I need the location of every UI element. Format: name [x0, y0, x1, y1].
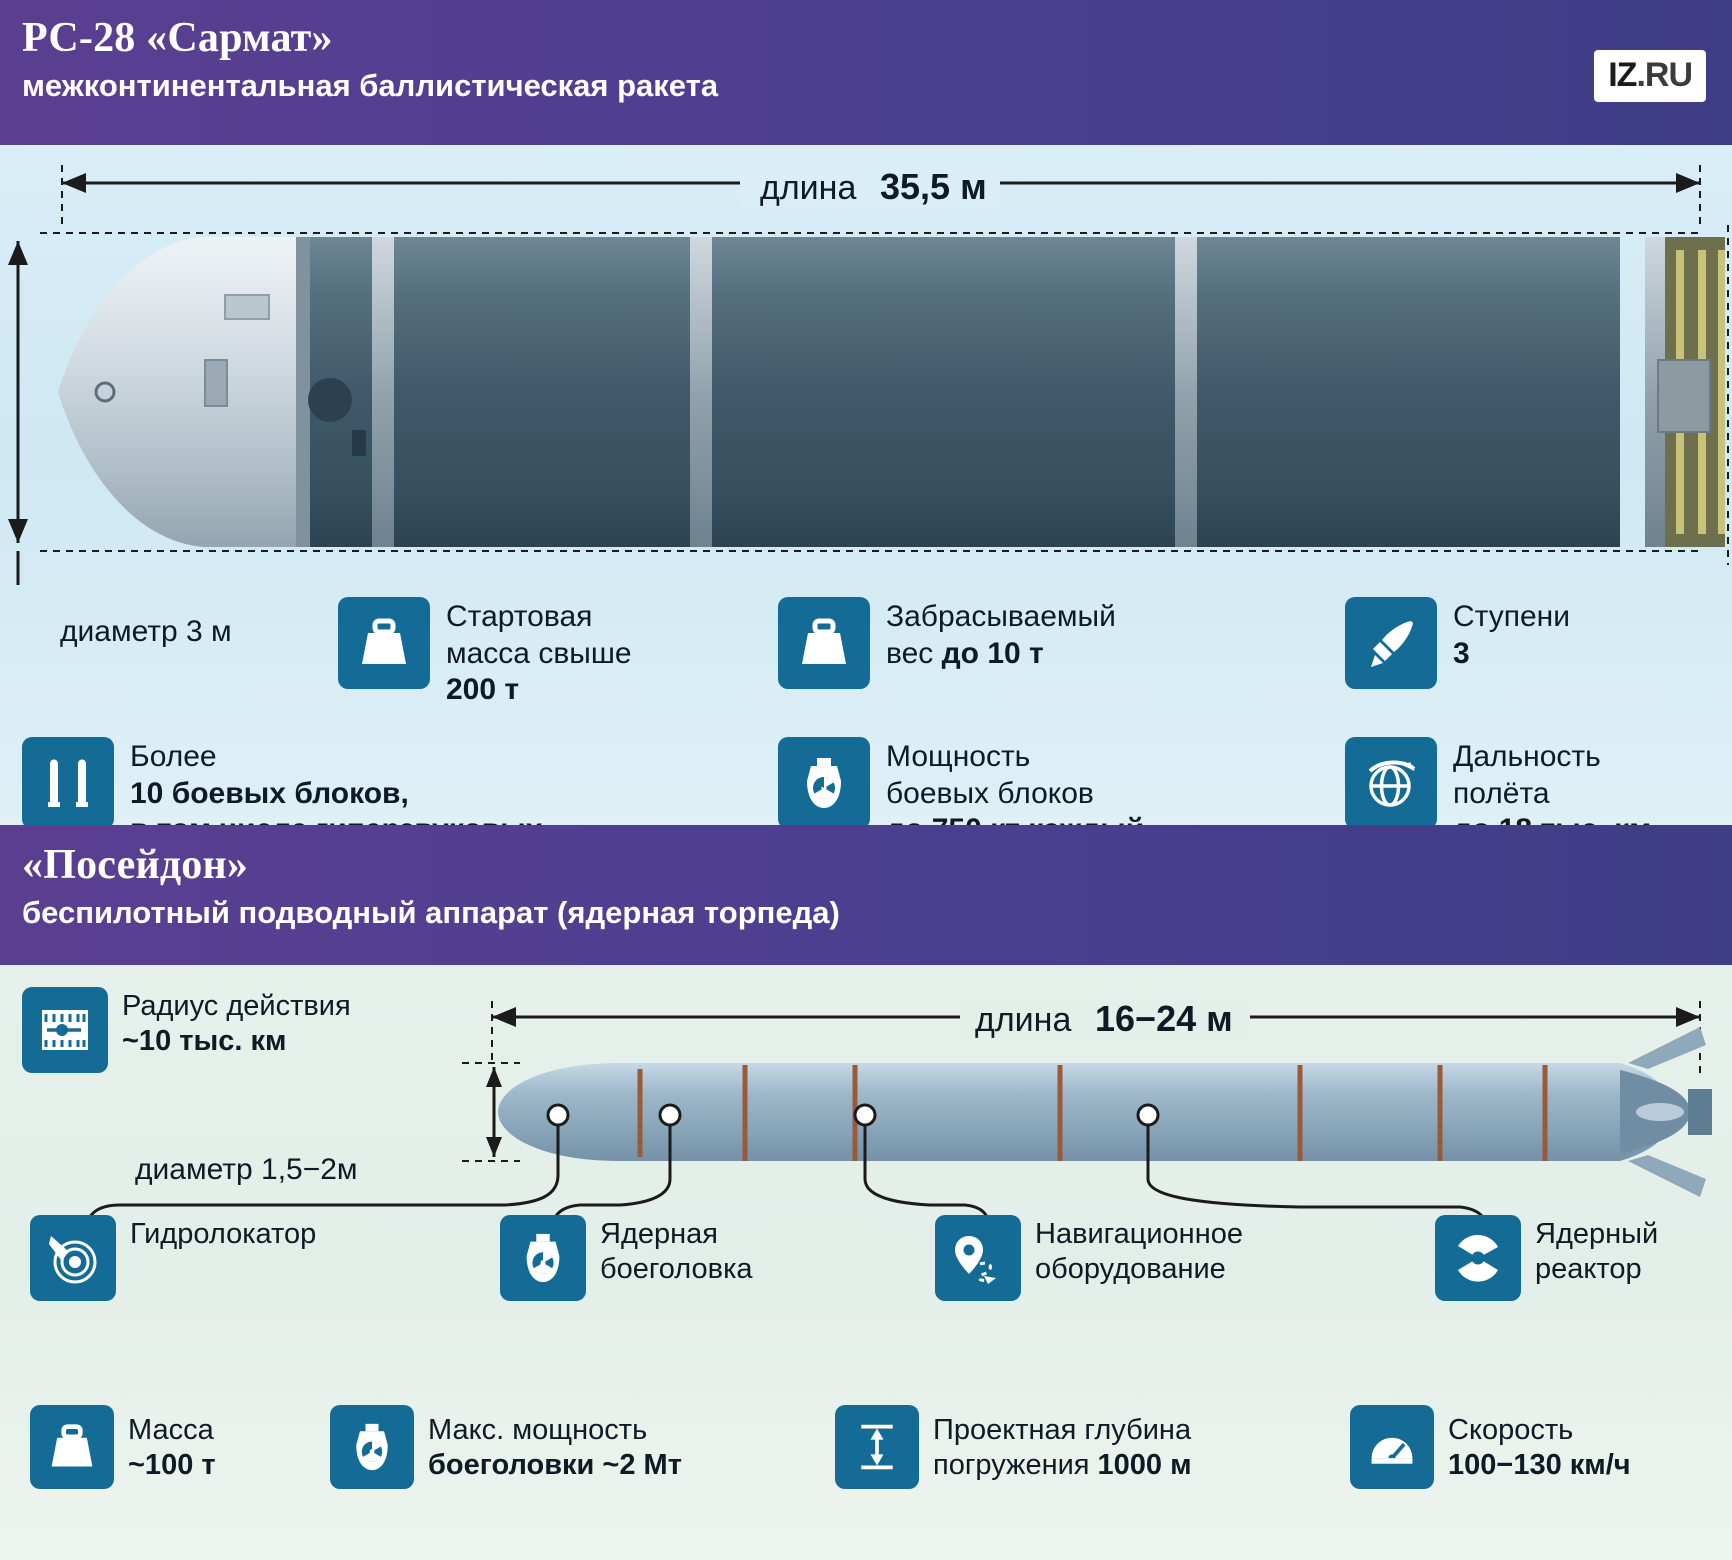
nuclear-bomb-icon [500, 1215, 586, 1301]
sonar-icon [30, 1215, 116, 1301]
fact-action-radius-text: Радиус действия ~10 тыс. км [122, 990, 351, 1058]
warheads-icon [22, 737, 114, 829]
svg-text:длина: длина [975, 1001, 1072, 1039]
callout-sonar-text: Гидролокатор [130, 1218, 317, 1250]
sarmat-diameter-label: диаметр 3 м [60, 615, 232, 648]
radar-dial-icon [22, 987, 108, 1073]
callout-nuclear-warhead-text: Ядерная боеголовка [600, 1218, 753, 1286]
speedometer-icon [1350, 1405, 1434, 1489]
fact-stages [1345, 597, 1675, 689]
fact-throw-weight [778, 597, 1138, 689]
weight-icon [778, 597, 870, 689]
globe-range-icon [1345, 737, 1437, 829]
weight-icon [30, 1405, 114, 1489]
fact-stages-text: Ступени 3 [1453, 600, 1570, 670]
bottom-depth-text: Проектная глубина погружения 1000 м [933, 1414, 1192, 1481]
iz-ru-logo [1594, 50, 1706, 102]
callout-sonar [30, 1215, 360, 1301]
bottom-mass-text: Масса ~100 т [128, 1414, 216, 1481]
bottom-mass [30, 1405, 290, 1489]
radiation-icon [1435, 1215, 1521, 1301]
callout-reactor [1435, 1215, 1725, 1301]
depth-icon [835, 1405, 919, 1489]
svg-text:16−24 м: 16−24 м [1095, 998, 1233, 1039]
poseidon-header [0, 825, 1732, 965]
bottom-depth [835, 1405, 1235, 1489]
bottom-speed-text: Скорость 100−130 км/ч [1448, 1414, 1631, 1481]
rocket-icon [1345, 597, 1437, 689]
fact-throw-weight-text: Забрасываемый вес до 10 т [886, 600, 1116, 670]
bottom-speed [1350, 1405, 1700, 1489]
fact-warheads-text: Более 10 боевых блоков, [130, 740, 409, 810]
poseidon-diameter-label: диаметр 1,5−2м [135, 1153, 358, 1186]
sarmat-title: РС-28 «Сармат» [22, 15, 333, 61]
fact-yield-text: Мощность боевых блоков [886, 740, 1094, 810]
fact-launch-mass [338, 597, 668, 709]
sarmat-subtitle: межконтинентальная баллистическая ракета [22, 68, 719, 103]
bottom-max-yield [330, 1405, 720, 1489]
sarmat-diagram [0, 145, 1732, 585]
sarmat-header [0, 0, 1732, 145]
fact-range-text: Дальность полёта [1453, 740, 1601, 810]
callout-nuclear-warhead [500, 1215, 790, 1301]
poseidon-title: «Посейдон» [22, 842, 249, 888]
poseidon-subtitle: беспилотный подводный аппарат (ядерная торпеда) [22, 895, 840, 930]
callout-reactor-text: Ядерный реактор [1535, 1218, 1659, 1286]
fact-launch-mass-text: Стартовая масса свыше 200 т [446, 600, 632, 707]
logo-suffix: .RU [1636, 56, 1692, 94]
navigation-icon [935, 1215, 1021, 1301]
callout-navigation [935, 1215, 1275, 1301]
fact-action-radius [22, 987, 382, 1073]
nuclear-bomb-icon [330, 1405, 414, 1489]
bottom-max-yield-text: Макс. мощность боеголовки ~2 Мт [428, 1414, 682, 1481]
weight-icon [338, 597, 430, 689]
logo-main: IZ [1608, 56, 1637, 94]
nuclear-bomb-icon [778, 737, 870, 829]
svg-text:длина: длина [760, 169, 857, 207]
callout-navigation-text: Навигационное оборудование [1035, 1218, 1243, 1286]
svg-text:35,5 м: 35,5 м [880, 166, 987, 207]
sarmat-body [0, 145, 1732, 825]
poseidon-body [0, 965, 1732, 1560]
